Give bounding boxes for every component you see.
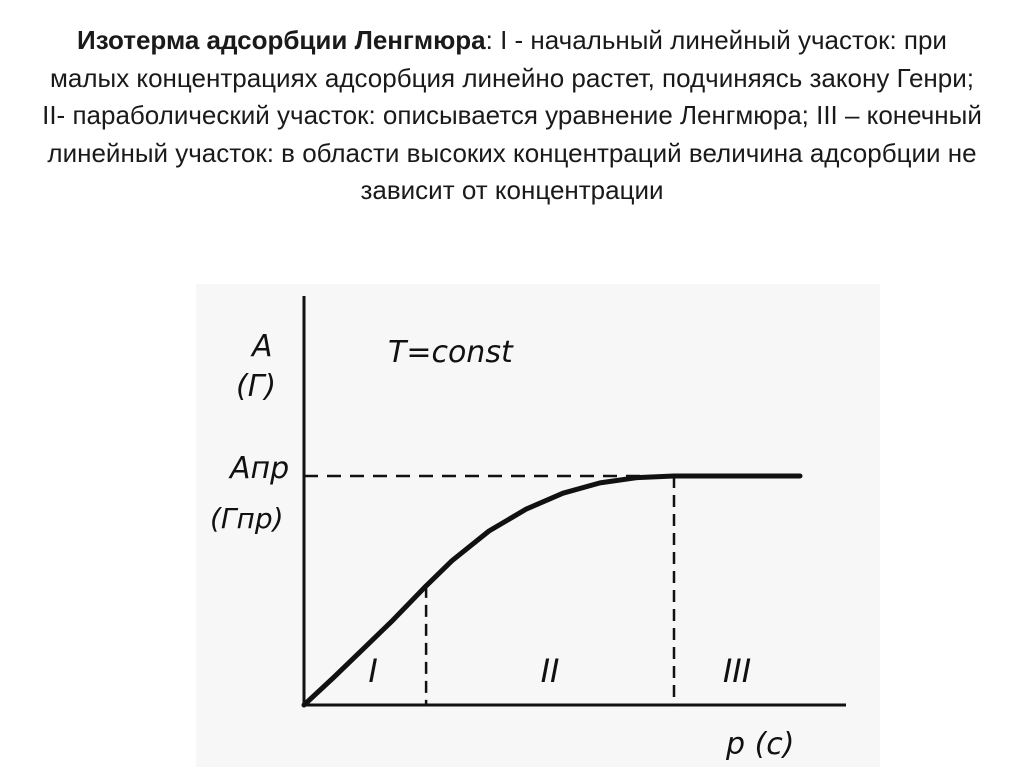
langmuir-isotherm-chart (196, 284, 880, 767)
caption-title: Изотерма адсорбции Ленгмюра (77, 25, 486, 55)
region-label-iii: III (722, 652, 752, 690)
x-axis-label: p (c) (726, 727, 795, 762)
chart-guides (304, 476, 674, 705)
figure-caption (40, 22, 984, 210)
region-label-ii: II (540, 652, 560, 690)
y-axis-label-alt: (Г) (236, 369, 277, 404)
caption-text: : I - начальный линейный участок: при малых концентрациях адсорбция линейно растет, подчиняясь закону Генри; II- параболический участок: описывается уравнение Ленгмюра; III – конечный линейный участок: в области высоких концентраций величина адсорбции не зависит от концентрации (42, 25, 982, 205)
chart-svg (196, 284, 880, 767)
y-axis-label: A (252, 329, 273, 364)
chart-axes (304, 296, 846, 705)
region-label-i: I (368, 652, 378, 690)
plateau-label: Aпр (230, 451, 290, 486)
constant-temperature-label: T=const (388, 335, 513, 370)
chart-labels (210, 329, 794, 762)
plateau-label-alt: (Гпр) (210, 502, 284, 535)
